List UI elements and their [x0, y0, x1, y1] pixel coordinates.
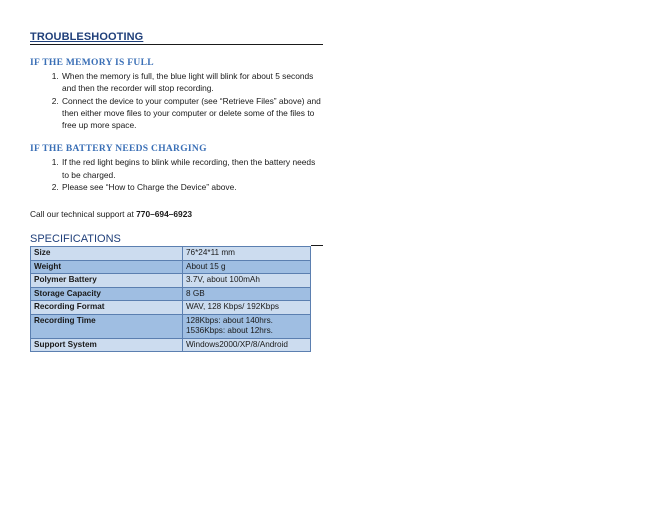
title-rule: [311, 245, 323, 246]
table-row: [31, 338, 311, 352]
list-item: 1. If the red light begins to blink while recording, then the battery needs to be charged.: [61, 156, 323, 181]
spec-label: Size: [31, 247, 183, 261]
spec-label: Storage Capacity: [31, 287, 183, 301]
spec-value-line: 128Kbps: about 140hrs.: [186, 315, 273, 325]
spec-label: Recording Time: [31, 314, 183, 338]
spec-value: WAV, 128 Kbps/ 192Kbps: [183, 301, 311, 315]
support-prefix: Call our technical support at: [30, 209, 137, 220]
table-row: [31, 287, 311, 301]
spec-label: Polymer Battery: [31, 274, 183, 288]
spec-value: Windows2000/XP/8/Android: [183, 338, 311, 352]
memory-full-heading: IF THE MEMORY IS FULL: [30, 58, 154, 68]
table-row: [31, 274, 311, 288]
manual-page: [30, 31, 330, 352]
specifications-title: [30, 233, 323, 245]
table-row: [31, 314, 311, 338]
spec-value-line: 1536Kbps: about 12hrs.: [186, 326, 273, 336]
memory-full-steps: [30, 70, 323, 131]
support-line: [30, 209, 330, 219]
spec-value: About 15 g: [183, 260, 311, 274]
table-row: [31, 247, 311, 261]
table-row: [31, 301, 311, 315]
battery-steps: [30, 156, 323, 193]
specifications-table: [30, 246, 311, 352]
list-item: 2. Connect the device to your computer (see “Retrieve Files” above) and then either move files to your computer or delete some of the files to free up more space.: [61, 95, 323, 132]
battery-heading: IF THE BATTERY NEEDS CHARGING: [30, 144, 207, 155]
list-item: 2. Please see “How to Charge the Device” above.: [61, 181, 323, 193]
spec-value: 3.7V, about 100mAh: [183, 274, 311, 288]
spec-label: Weight: [31, 260, 183, 274]
spec-value: [183, 314, 311, 338]
spec-value: 8 GB: [183, 287, 311, 301]
list-item: 1. When the memory is full, the blue light will blink for about 5 seconds and then the recorder will stop recording.: [61, 70, 323, 95]
troubleshooting-title: TROUBLESHOOTING: [30, 31, 323, 45]
spec-label: Recording Format: [31, 301, 183, 315]
spec-label: Support System: [31, 338, 183, 352]
table-row: [31, 260, 311, 274]
spec-value: 76*24*11 mm: [183, 247, 311, 261]
specifications-title-text: SPECIFICATIONS: [30, 233, 121, 246]
support-phone: 770–694–6923: [136, 209, 193, 220]
